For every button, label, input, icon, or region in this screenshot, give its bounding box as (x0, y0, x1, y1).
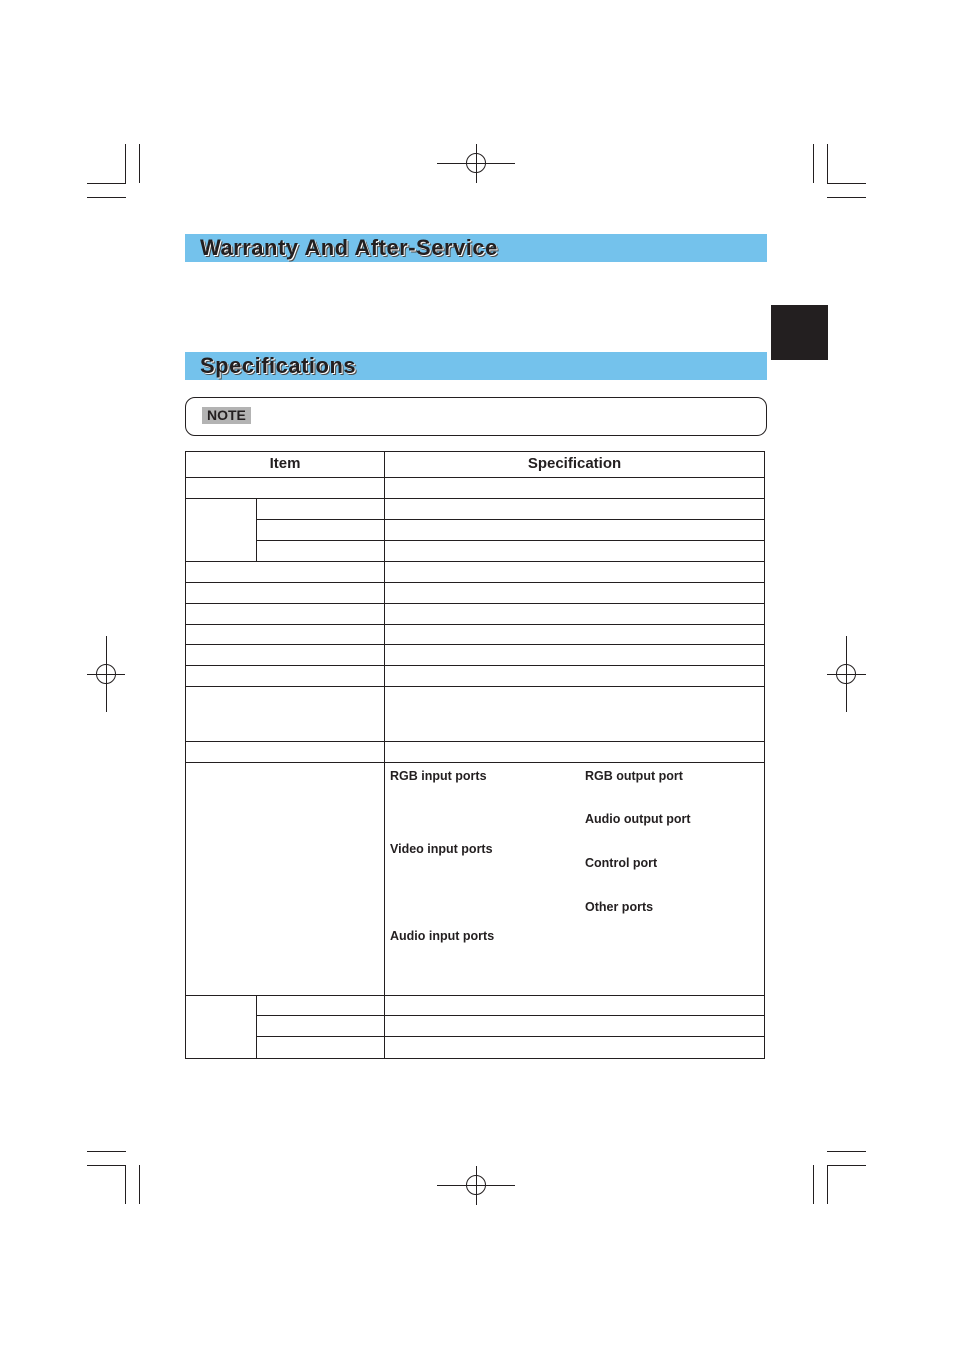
other-ports-label: Other ports (585, 900, 654, 914)
table-row-line (186, 498, 764, 499)
table-header-item: Item (269, 455, 301, 472)
warranty-section-header (185, 234, 767, 262)
note-box (185, 397, 767, 436)
table-row-line (186, 603, 764, 604)
registration-circle (96, 664, 116, 684)
video-input-ports-label: Video input ports (390, 842, 493, 856)
crop-mark (125, 1165, 126, 1204)
rgb-input-ports-label: RGB input ports (390, 769, 487, 783)
crop-mark (87, 197, 126, 198)
table-subcolumn-divider (256, 996, 257, 1058)
table-row-line (256, 1015, 764, 1016)
crop-mark (827, 197, 866, 198)
table-header-specification: Specification (527, 455, 622, 472)
crop-mark (827, 1151, 866, 1152)
table-row-line (186, 762, 764, 763)
crop-mark (139, 1165, 140, 1204)
registration-circle (466, 153, 486, 173)
table-row-line (186, 741, 764, 742)
audio-input-ports-label: Audio input ports (390, 929, 495, 943)
table-row-line (186, 665, 764, 666)
crop-mark (139, 144, 140, 183)
crop-mark (87, 1165, 126, 1166)
crop-mark (827, 183, 866, 184)
note-label: NOTE (202, 407, 251, 424)
crop-mark (827, 144, 828, 183)
table-row-line (256, 519, 764, 520)
table-row-line (186, 561, 764, 562)
crop-mark (813, 1165, 814, 1204)
table-row-line (186, 624, 764, 625)
warranty-title: Warranty And After-Service (200, 235, 498, 260)
table-row-line (256, 540, 764, 541)
crop-mark (827, 1165, 866, 1166)
specification-table (185, 451, 765, 1059)
specifications-section-header (185, 352, 767, 380)
table-row-line (186, 995, 764, 996)
crop-mark (87, 183, 126, 184)
registration-circle (836, 664, 856, 684)
specifications-title: Specifications (200, 353, 357, 378)
crop-mark (827, 1165, 828, 1204)
table-row-line (256, 1036, 764, 1037)
control-port-label: Control port (585, 856, 658, 870)
table-row-line (186, 686, 764, 687)
table-subcolumn-divider (256, 499, 257, 562)
table-column-divider (384, 452, 385, 1058)
table-row-line (186, 582, 764, 583)
crop-mark (125, 144, 126, 183)
registration-circle (466, 1175, 486, 1195)
chapter-tab (771, 305, 828, 360)
audio-output-port-label: Audio output port (585, 812, 691, 826)
crop-mark (87, 1151, 126, 1152)
table-row-line (186, 644, 764, 645)
crop-mark (813, 144, 814, 183)
rgb-output-port-label: RGB output port (585, 769, 683, 783)
table-row-line (186, 477, 764, 478)
